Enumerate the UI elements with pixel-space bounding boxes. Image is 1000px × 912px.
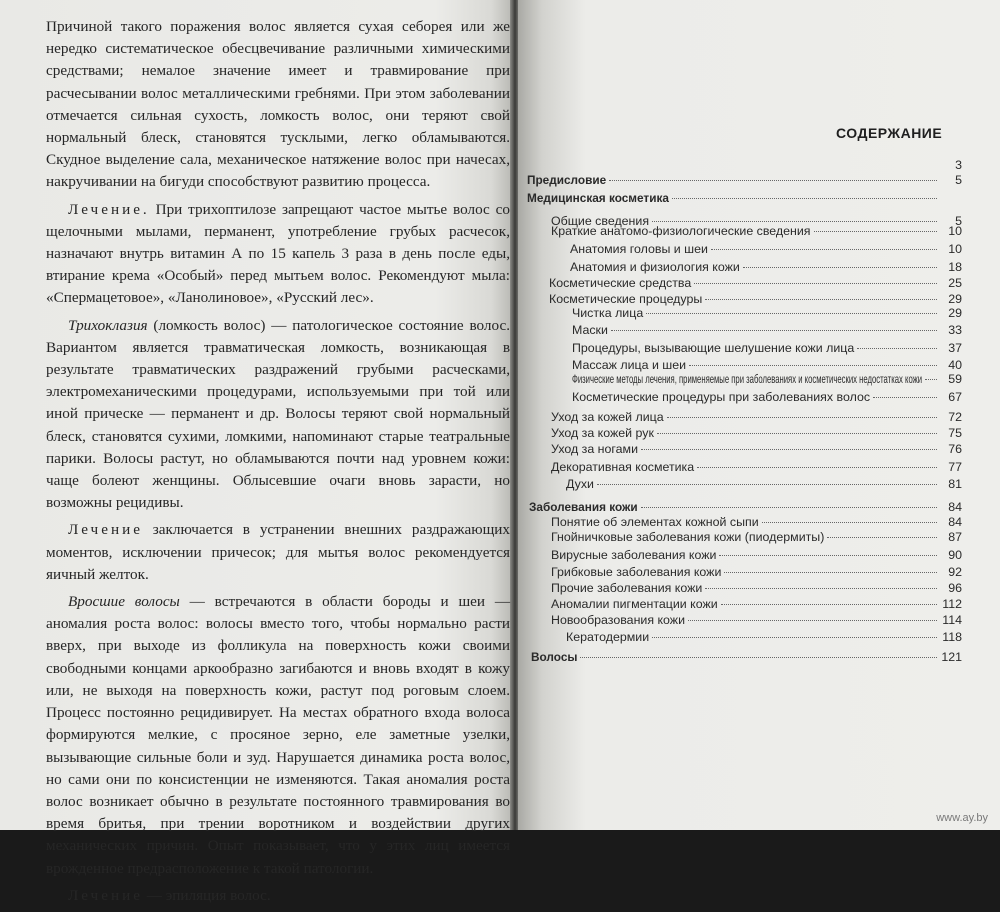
paragraph: Лечение. При трихоптилозе запрещают частое мытье волос со щелочными мылами, перманент, употребление грубых расчесок, назначают внутрь витамин А по 15 капель 3 раза в день после еды, втирание крема «Особый» перед мытьем волос. Рекомендуют мыла: «Спермацетовое», «Ланолиновое», «Русский лес».	[46, 200, 510, 307]
toc-entry-page: 18	[948, 260, 962, 274]
toc-dot-leader	[672, 198, 937, 199]
toc-entry-label: Общие сведения	[551, 214, 650, 228]
treatment-heading: Лечение.	[68, 200, 150, 218]
toc-entry-label: Краткие анатомо-физиологические сведения	[551, 224, 811, 238]
toc-dot-leader	[641, 507, 937, 508]
toc-dot-leader	[641, 449, 937, 450]
toc-entry-page: 121	[941, 650, 962, 664]
toc-entry	[527, 173, 962, 187]
toc-entry-page: 81	[948, 477, 962, 491]
toc-entry-label: Анатомия головы и шеи	[570, 242, 708, 256]
toc-entry	[551, 530, 962, 544]
toc-entry	[551, 442, 962, 456]
toc-dot-leader	[652, 221, 937, 222]
toc-entry-label: Заболевания кожи	[529, 500, 638, 514]
toc-entry-label: Волосы	[531, 650, 578, 664]
toc-entry-label: Анатомия и физиология кожи	[570, 260, 740, 274]
term-ingrown-hair: Вросшие волосы	[68, 593, 180, 611]
toc-entry	[572, 323, 962, 337]
toc-entry-page: 118	[942, 630, 962, 644]
toc-entry	[531, 650, 962, 664]
toc-entry	[549, 276, 962, 290]
toc-entry-page: 84	[948, 515, 962, 529]
toc-entry-label: Косметические средства	[549, 276, 692, 290]
toc-dot-leader	[705, 588, 937, 589]
toc-entry	[551, 515, 962, 529]
toc-dot-leader	[724, 572, 937, 573]
paragraph: Лечение — эпиляция волос.	[68, 886, 271, 904]
toc-entry-label: Прочие заболевания кожи	[551, 581, 703, 595]
toc-dot-leader	[719, 555, 937, 556]
toc-entry	[551, 460, 962, 474]
paragraph: Вросшие волосы — встречаются в области бороды и шеи — аномалия роста волос: волосы вместо того, чтобы нормально расти вверх, при выходе из фолликула на поверхность кожи своими свободными концами аркообразно загибаются и вновь входят в кожу или, не выходя на поверхность кожи, растут под роговым слоем. Процесс постоянно рецидивирует. На местах обратного входа волоса формируются мелкие, с просяное зерно, еле заметные узелки, вызывающие сильные боли и зуд. Нарушается динамика роста волос, но сами они по консистенции не изменяются. Такая аномалия роста волос возникает обычно в результате постоянного травмирования во время бритья, при трении воротником и воздействии других механических причин. Опыт показывает, что у этих лиц имеется врожденное предрасположение к такой патологии.	[46, 593, 511, 877]
toc-dot-leader	[814, 231, 937, 232]
toc-entry	[527, 191, 962, 205]
toc-entry-label: Декоративная косметика	[551, 460, 695, 474]
toc-entry	[572, 390, 962, 404]
toc-dot-leader	[597, 484, 937, 485]
toc-entry	[549, 292, 962, 306]
toc-dot-leader	[857, 348, 937, 349]
toc-dot-leader	[705, 299, 937, 300]
toc-entry-label: Маски	[572, 323, 608, 337]
toc-dot-leader	[646, 313, 937, 314]
term-trichoclasia: Трихоклазия	[68, 316, 148, 334]
toc-entry-page: 87	[948, 530, 962, 544]
toc-entry-page: 5	[955, 214, 962, 228]
toc-entry-page: 112	[942, 597, 962, 611]
toc-dot-leader	[609, 180, 937, 181]
toc-entry-page: 37	[948, 341, 962, 355]
toc-entry-page: 76	[948, 442, 962, 456]
toc-top-page-number: 3	[955, 158, 962, 172]
toc-entry-label: Понятие об элементах кожной сыпи	[551, 515, 759, 529]
toc-dot-leader	[721, 604, 937, 605]
toc-entry-page: 92	[948, 565, 962, 579]
toc-dot-leader	[873, 397, 937, 398]
paragraph: Причиной такого поражения волос является сухая себорея или же нередко систематическое обесцвечивание различными химическими средствами; немалое значение имеет и травмирование при расчесывании волос металлическими гребнями. При этом заболевании отмечается сильная сухость, ломкость волос, они теряют свой нормальный блеск, становятся тусклыми, легко обламываются. Скудное выделение сала, механическое натяжение волос при начесах, накручивании на бигуди способствуют развитию процесса.	[46, 18, 510, 191]
toc-entry-label: Процедуры, вызывающие шелушение кожи лица	[572, 341, 855, 355]
toc-entry-label: Косметические процедуры при заболеваниях волос	[572, 390, 871, 404]
toc-entry-label: Кератодермии	[566, 630, 650, 644]
toc-entry-page: 5	[955, 173, 962, 187]
toc-entry-page: 67	[948, 390, 962, 404]
toc-entry-label: Уход за кожей рук	[551, 426, 654, 440]
toc-entry	[551, 565, 962, 579]
paragraph: Лечение заключается в устранении внешних раздражающих моментов, исключении причесок; для мытья волос рекомендуется яичный желток.	[46, 521, 510, 583]
toc-entry	[529, 500, 962, 514]
toc-entry-page: 114	[942, 613, 962, 627]
toc-entry	[551, 410, 962, 424]
toc-entry-page: 77	[948, 460, 962, 474]
toc-entry-label: Грибковые заболевания кожи	[551, 565, 722, 579]
toc-entry-page: 10	[948, 224, 962, 238]
toc-entry	[570, 242, 962, 256]
toc-entry-page: 72	[948, 410, 962, 424]
toc-entry	[566, 477, 962, 491]
toc-entry-page: 90	[948, 548, 962, 562]
toc-title: СОДЕРЖАНИЕ	[836, 125, 943, 141]
toc-entry	[570, 260, 962, 274]
toc-entry	[572, 341, 962, 355]
toc-entry-page: 25	[948, 276, 962, 290]
toc-entry	[551, 597, 962, 611]
toc-entry-label: Уход за ногами	[551, 442, 638, 456]
toc-entry-label: Духи	[566, 477, 594, 491]
toc-dot-leader	[580, 657, 937, 658]
toc-entry	[572, 372, 962, 386]
toc-entry	[566, 630, 962, 644]
toc-entry-page: 29	[948, 292, 962, 306]
toc-dot-leader	[827, 537, 937, 538]
toc-entry-label: Гнойничковые заболевания кожи (пиодермиты)	[551, 530, 825, 544]
toc-entry-label: Уход за кожей лица	[551, 410, 664, 424]
toc-dot-leader	[667, 417, 937, 418]
treatment-heading: Лечение	[68, 521, 143, 539]
toc-entry-label: Массаж лица и шеи	[572, 358, 687, 372]
paragraph: Трихоклазия (ломкость волос) — патологическое состояние волос. Вариантом является травматическая ломкость, возникающая в результате травматических раздражений грубыми расческами, электромеханическими процедурами, используемыми при той или иной прическе — перманент и др. Волосы теряют свой нормальный блеск, становятся сухими, ломкими, напоминают старые театральные парики. Волосы растут, но обламываются почти над уровнем кожи: чаще болеют женщины. Облысевшие очаги вновь зарасти, но возможны рецидивы.	[46, 316, 510, 512]
toc-entry-label: Вирусные заболевания кожи	[551, 548, 717, 562]
toc-dot-leader	[652, 637, 937, 638]
toc-entry-label: Медицинская косметика	[527, 191, 669, 205]
toc-entry	[551, 224, 962, 238]
toc-entry-page: 59	[948, 372, 962, 386]
toc-dot-leader	[694, 283, 937, 284]
toc-dot-leader	[689, 365, 937, 366]
toc-dot-leader	[925, 379, 937, 380]
toc-entry	[551, 613, 962, 627]
toc-entry-page: 40	[948, 358, 962, 372]
toc-entry-page: 96	[948, 581, 962, 595]
toc-entry-label: Физические методы лечения, применяемые при заболеваниях и косметических недостатках кожи	[572, 372, 923, 386]
toc-entry-label: Новообразования кожи	[551, 613, 686, 627]
toc-entry-page: 84	[948, 500, 962, 514]
toc-entry-label: Чистка лица	[572, 306, 644, 320]
toc-entry-page: 33	[948, 323, 962, 337]
treatment-heading: Лечение	[68, 886, 143, 904]
toc-entry-label: Аномалии пигментации кожи	[551, 597, 718, 611]
toc-dot-leader	[611, 330, 937, 331]
toc-entry-page: 10	[948, 242, 962, 256]
toc-dot-leader	[657, 433, 937, 434]
toc-entry-label: Косметические процедуры	[549, 292, 703, 306]
toc-entry	[551, 581, 962, 595]
toc-dot-leader	[762, 522, 937, 523]
toc-dot-leader	[697, 467, 937, 468]
toc-entry-page: 29	[948, 306, 962, 320]
toc-dot-leader	[711, 249, 937, 250]
toc-entry	[572, 306, 962, 320]
toc-entry	[572, 358, 962, 372]
toc-entry-label: Предисловие	[527, 173, 607, 187]
left-page-text	[46, 16, 510, 912]
toc-entry	[551, 426, 962, 440]
watermark: www.ay.by	[936, 812, 988, 824]
toc-entry-page: 75	[948, 426, 962, 440]
toc-dot-leader	[688, 620, 937, 621]
toc-dot-leader	[743, 267, 937, 268]
toc-entry	[551, 548, 962, 562]
